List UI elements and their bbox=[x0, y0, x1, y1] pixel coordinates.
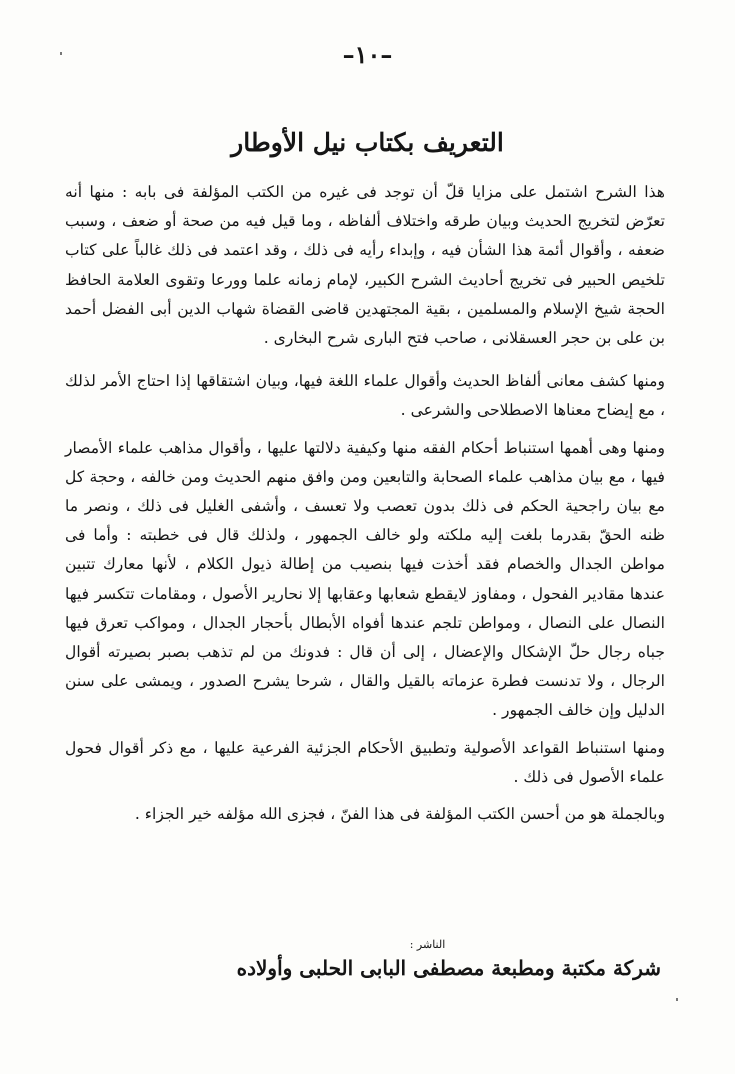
body-text bbox=[65, 178, 665, 837]
paragraph-3: ومنها وهى أهمها استنباط أحكام الفقه منها وكيفية دلالتها عليها ، وأقوال مذاهب علماء الأمصار فيها ، مع بيان مذاهب علماء الصحابة والتابعين ومن وافق منهم الحديث ومن خالفه ، وحجة كل مع بيان راجحية الحكم فى ذلك بدون تعصب ولا تعسف ، وأشفى الغليل فى ذلك ، ونصر ما ظنه الحقّ بقدرما بلغت إليه ملكته ولو خالف الجمهور ، ولذلك قال فى خطبته : وأما فى مواطن الجدال والخصام فقد أخذت فيها بنصيب من إطالة ذيول الكلام ، لأنها معارك تتبين عندها مقادير الفحول ، ومفاوز لايقطع شعابها وعقابها إلا نحارير الأصول ، ومقامات تتكسر فيها النصال على النصال ، ومواطن تلجم عندها أفواه الأبطال بأحجار الجدال ، ومواكب تعرق فيها جباه رجال حلّ الإشكال والإعضال ، إلى أن قال : فدونك من لم تذهب بصبر بصيرته أقوال الرجال ، ولا تدنست فطرة عزماته بالقيل والقال ، شرحا يشرح الصدور ، ويمشى على سنن الدليل وإن خالف الجمهور . bbox=[65, 438, 665, 720]
paragraph-2: ومنها كشف معانى ألفاظ الحديث وأقوال علماء اللغة فيها، وبيان اشتقاقها إذا احتاج الأمر لذلك ، مع إيضاح معناها الاصطلاحى والشرعى . bbox=[65, 372, 665, 420]
publisher-label: الناشر : bbox=[409, 938, 446, 951]
paragraph-5: وبالجملة هو من أحسن الكتب المؤلفة فى هذا الفنّ ، فجزى الله مؤلفه خير الجزاء . bbox=[134, 805, 665, 824]
paragraph-4: ومنها استنباط القواعد الأصولية وتطبيق الأحكام الجزئية الفرعية عليها ، مع ذكر أقوال فحول علماء الأصول فى ذلك . bbox=[65, 738, 665, 786]
paragraph-1: هذا الشرح اشتمل على مزايا قلّ أن توجد فى غيره من الكتب المؤلفة فى بابه : منها أنه تعرّض لتخريج الحديث وبيان طرقه واختلاف ألفاظه ، وما قيل فيه من صحة أو ضعف ، وسبب ضعفه ، وأقوال أئمة هذا الشأن فيه ، وإبداء رأيه فى ذلك ، وقد اعتمد فى ذلك غالباً على كتاب تلخيص الحبير فى تخريج أحاديث الشرح الكبير، لإمام زمانه علما وورعا وتقوى العلامة الحافظ الحجة شيخ الإسلام والمسلمين ، بقية المجتهدين قاضى القضاة شهاب الدين أبى الفضل أحمد بن على بن حجر العسقلانى ، صاحب فتح البارى شرح البخارى . bbox=[65, 183, 665, 348]
scan-speck bbox=[676, 998, 678, 1001]
scan-speck bbox=[60, 52, 62, 55]
publisher-name: شركة مكتبة ومطبعة مصطفى البابى الحلبى وأولاده bbox=[236, 956, 661, 980]
page-title: التعريف بكتاب نيل الأوطار bbox=[231, 128, 504, 157]
page-number: –١٠– bbox=[342, 40, 393, 69]
